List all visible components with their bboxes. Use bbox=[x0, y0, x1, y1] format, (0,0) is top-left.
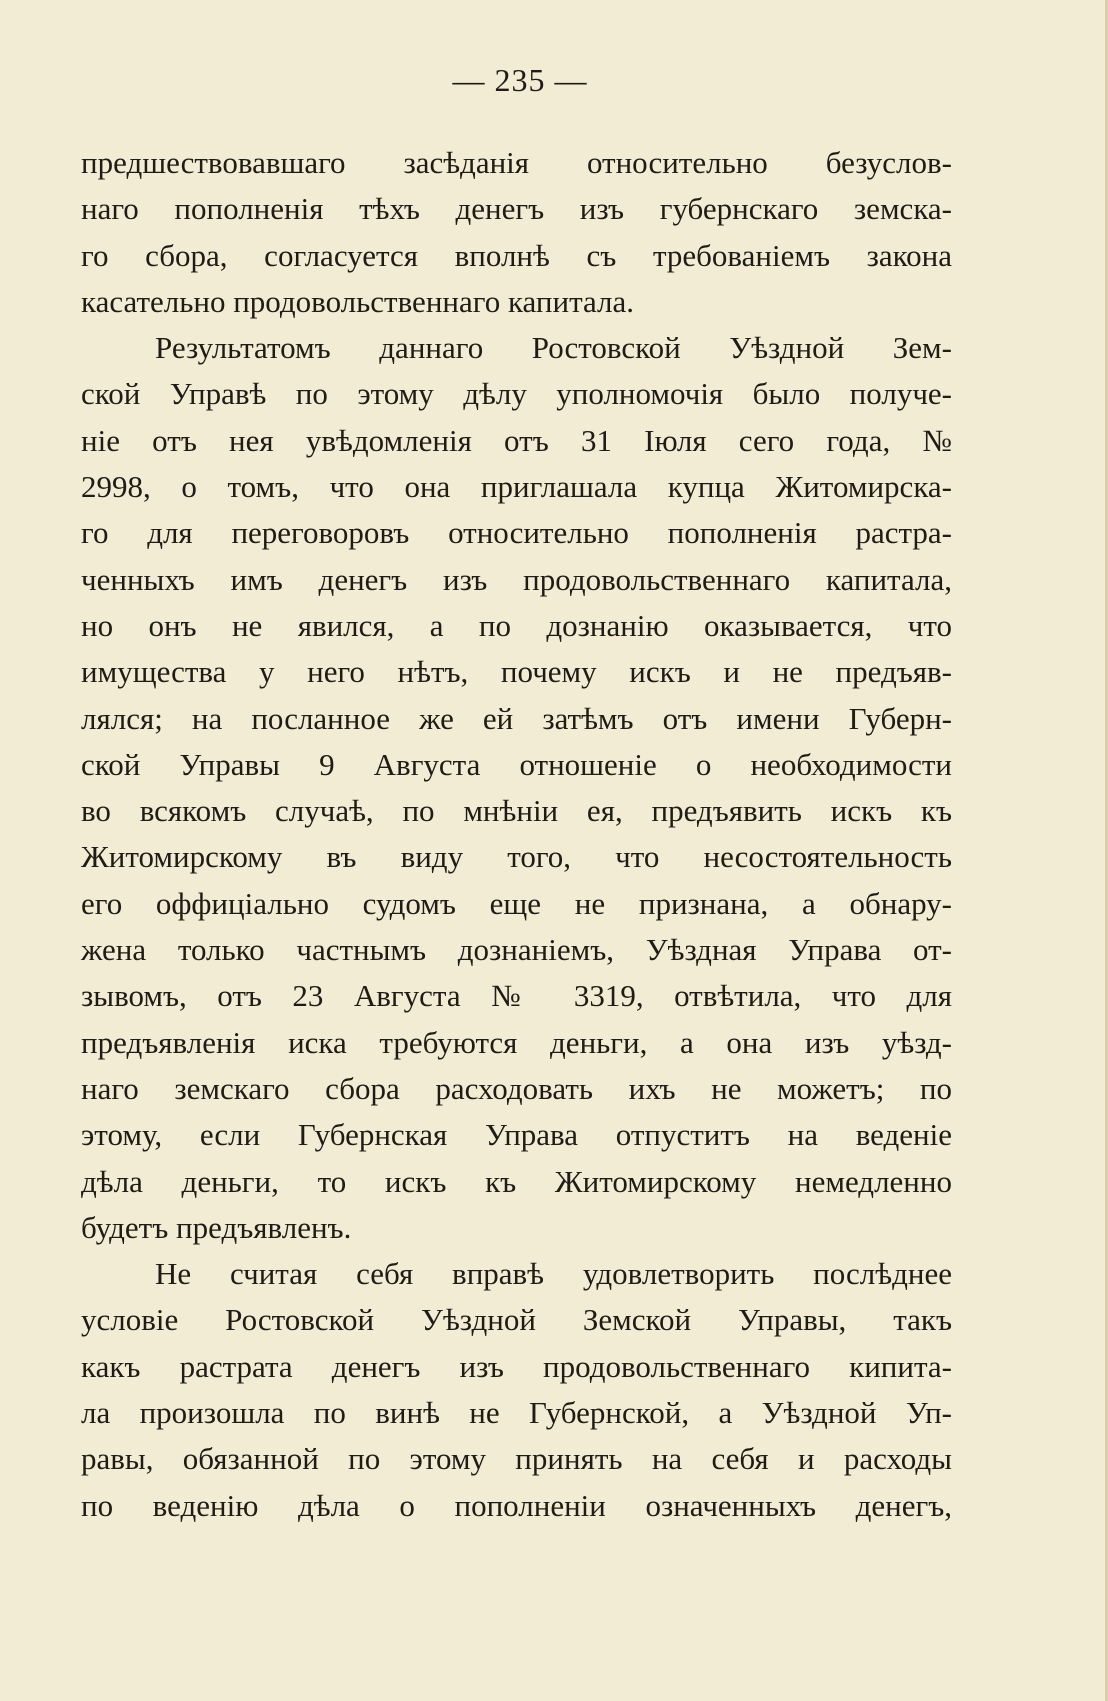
text-line: но онъ не явился, а по дознанію оказывается, что bbox=[81, 607, 952, 643]
page-number: — 235 — bbox=[452, 62, 588, 98]
text-line: Житомирскому въ виду того, что несостоятельность bbox=[81, 839, 952, 875]
text-line: лялся; на посланное же ей затѣмъ отъ имени Губерн- bbox=[81, 700, 952, 736]
text-line: зывомъ, отъ 23 Августа № 3319, отвѣтила, что для bbox=[81, 978, 952, 1014]
text-line: наго земскаго сбора расходовать ихъ не можетъ; по bbox=[81, 1070, 952, 1106]
text-line: этому, если Губернская Управа отпуститъ на веденіе bbox=[81, 1117, 952, 1153]
text-line: ніе отъ нея увѣдомленія отъ 31 Іюля сего года, № bbox=[81, 422, 952, 458]
text-line: го сбора, согласуется вполнѣ съ требованіемъ закона bbox=[81, 237, 952, 273]
text-line: дѣла деньги, то искъ къ Житомирскому немедленно bbox=[81, 1163, 952, 1199]
text-line: ла произошла по винѣ не Губернской, а Уѣздной Уп- bbox=[81, 1395, 952, 1431]
text-line: 2998, о томъ, что она приглашала купца Житомирска- bbox=[81, 469, 952, 505]
text-line: касательно продовольственнаго капитала. bbox=[81, 283, 635, 319]
text-line: предъявленія иска требуются деньги, а она изъ уѣзд- bbox=[81, 1024, 952, 1060]
text-line: наго пополненія тѣхъ денегъ изъ губернскаго земска- bbox=[81, 191, 952, 227]
text-line: Результатомъ даннаго Ростовской Уѣздной Зем- bbox=[155, 330, 952, 366]
text-line: ченныхъ имъ денегъ изъ продовольственнаго капитала, bbox=[81, 561, 952, 597]
body-text bbox=[81, 140, 952, 1529]
text-line: будетъ предъявленъ. bbox=[81, 1209, 352, 1245]
text-line: его оффиціально судомъ еще не признана, а обнару- bbox=[81, 885, 952, 921]
text-line: Не считая себя вправѣ удовлетворить послѣднее bbox=[155, 1256, 952, 1292]
text-line: условіе Ростовской Уѣздной Земской Управы, такъ bbox=[81, 1302, 952, 1338]
text-line: по веденію дѣла о пополненіи означенныхъ денегъ, bbox=[81, 1487, 952, 1523]
text-line: жена только частнымъ дознаніемъ, Уѣздная Управа от- bbox=[81, 932, 952, 968]
text-line: го для переговоровъ относительно пополненія растра- bbox=[81, 515, 952, 551]
text-line: имущества у него нѣтъ, почему искъ и не предъяв- bbox=[81, 654, 952, 690]
text-line: во всякомъ случаѣ, по мнѣніи ея, предъявить искъ къ bbox=[81, 793, 952, 829]
text-line: какъ растрата денегъ изъ продовольственнаго кипита- bbox=[81, 1348, 952, 1384]
text-line: ской Управѣ по этому дѣлу уполномочія было получе- bbox=[81, 376, 952, 412]
text-line: равы, обязанной по этому принять на себя и расходы bbox=[81, 1441, 952, 1477]
text-line: ской Управы 9 Августа отношеніе о необходимости bbox=[81, 746, 952, 782]
text-line: предшествовавшаго засѣданія относительно безуслов- bbox=[81, 145, 952, 180]
